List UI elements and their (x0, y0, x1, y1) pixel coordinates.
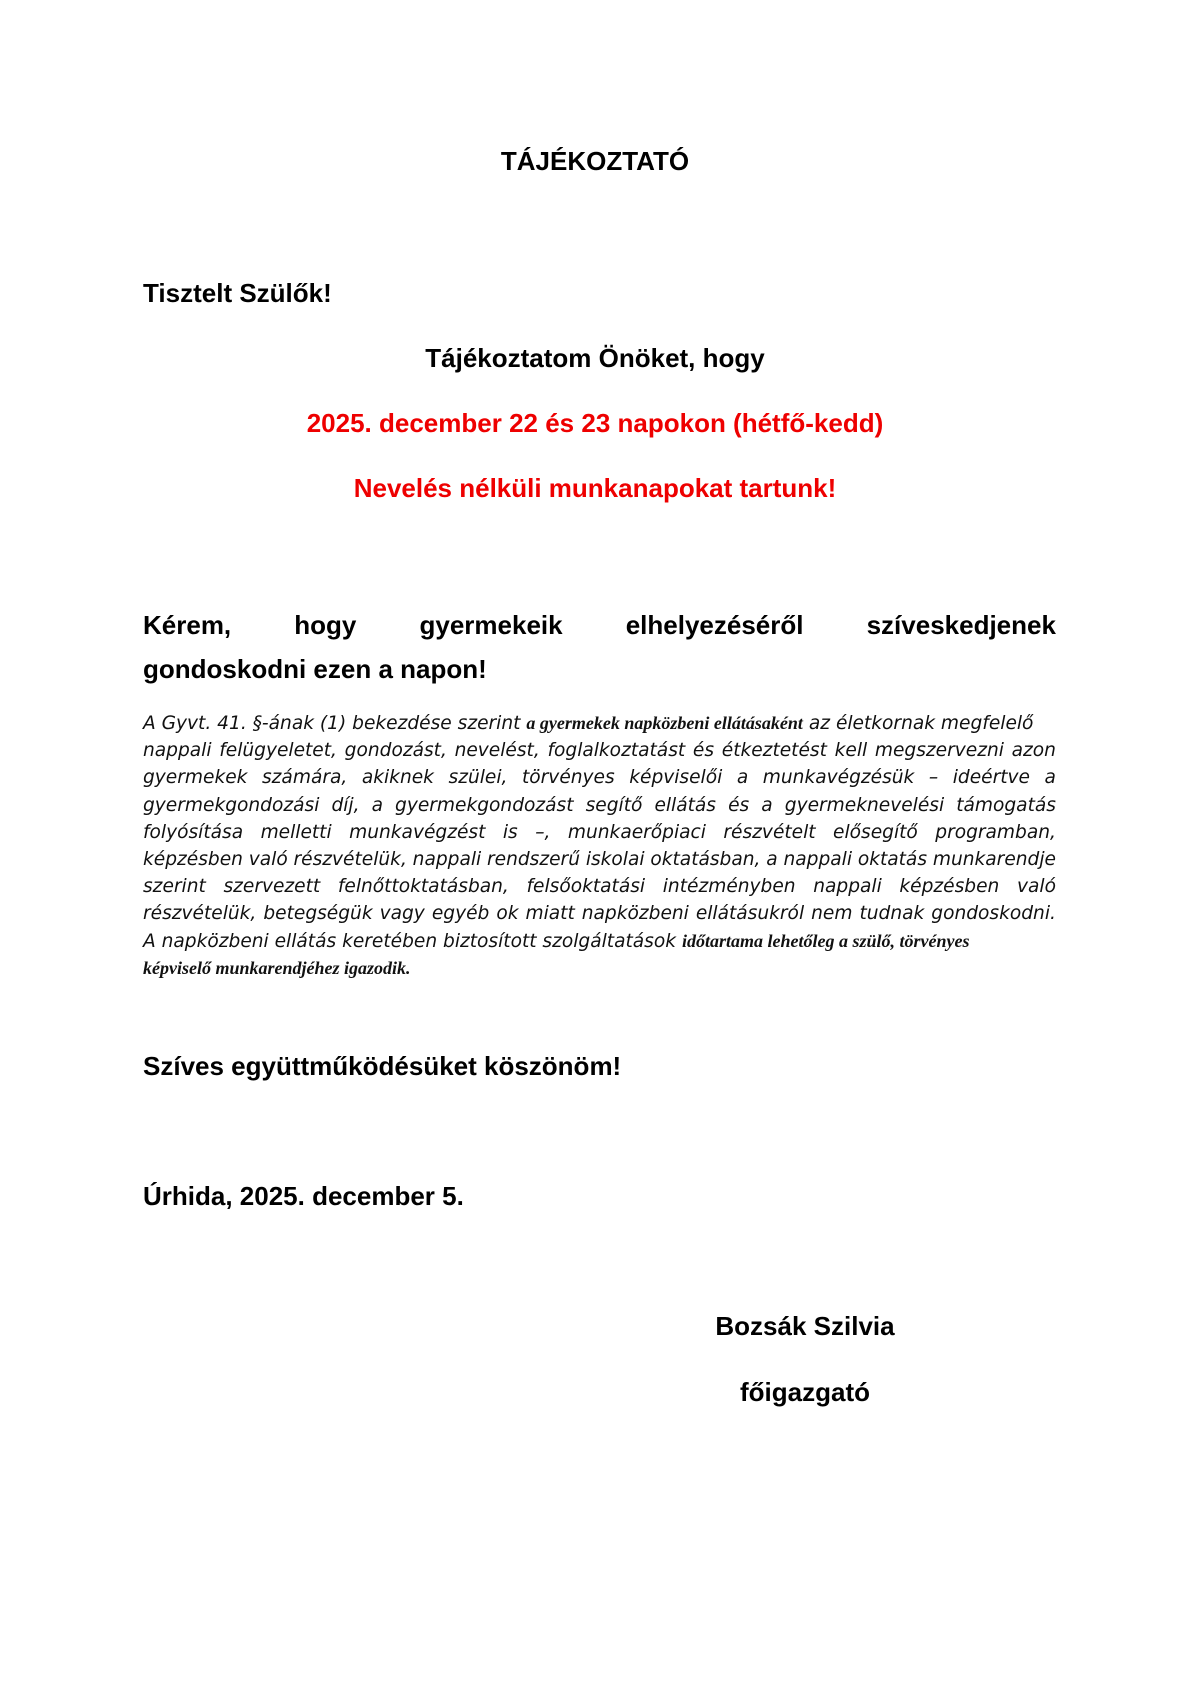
document-title: TÁJÉKOZTATÓ (500, 146, 690, 176)
legal-word: képzésben (899, 876, 1000, 898)
legal-word: munkaerőpiaci (567, 821, 706, 843)
request-line-2: gondoskodni ezen a napon! (143, 654, 487, 684)
legal-word: gyermekgondozást (395, 794, 574, 816)
legal-word: foglalkoztatást (547, 740, 686, 762)
legal-word: programban, (935, 821, 1056, 843)
legal-word: nevelést, (454, 740, 540, 762)
legal-word: elősegítő (833, 821, 918, 843)
legal-word: a (736, 767, 749, 789)
greeting: Tisztelt Szülők! (143, 278, 332, 308)
legal-word: gondozást, (344, 740, 447, 762)
legal-word: –, (535, 821, 551, 843)
legal-word: a (1044, 767, 1056, 789)
legal-text-emphasis: időtartama lehetőleg a szülő, törvényes (681, 930, 970, 951)
legal-word: tudnak (859, 903, 925, 925)
legal-word: iskolai (585, 849, 645, 871)
legal-word: nem (811, 903, 853, 925)
legal-word: folyósítása (143, 821, 244, 843)
legal-line (143, 792, 1056, 819)
legal-word: azon (1011, 740, 1056, 762)
legal-line (143, 737, 1056, 764)
legal-word: a (761, 794, 773, 816)
legal-text-emphasis: a gyermekek napközbeni ellátásaként (526, 713, 803, 733)
request-word: szíveskedjenek (866, 610, 1056, 640)
legal-word: megszervezni (874, 740, 1004, 762)
legal-word: részvételt (723, 821, 816, 843)
request-word: elhelyezéséről (625, 610, 804, 640)
legal-word: ideértve (952, 767, 1030, 789)
legal-word: segítő (585, 794, 643, 816)
legal-word: is (502, 821, 518, 843)
legal-word: ok (496, 903, 519, 925)
legal-word: munkavégzést (349, 821, 486, 843)
legal-text-italic: A napközbeni ellátás keretében biztosított szolgáltatások (143, 930, 676, 952)
legal-line (143, 764, 1056, 791)
legal-word: gyermeknevelési (784, 794, 945, 816)
legal-word: gyermekgondozási (143, 794, 320, 816)
legal-word: – (928, 767, 939, 789)
legal-word: gondoskodni. (931, 903, 1056, 925)
intro-line: Tájékoztatom Önöket, hogy (425, 343, 765, 373)
legal-word: törvényes (522, 767, 615, 789)
legal-word: akiknek (361, 767, 434, 789)
legal-word: támogatás (956, 794, 1056, 816)
legal-word: kell (834, 740, 868, 762)
legal-line (143, 873, 1056, 900)
legal-word: munkarendje (932, 849, 1056, 871)
legal-word: ellátás (654, 794, 716, 816)
legal-line (143, 710, 1056, 737)
legal-text-italic: A Gyvt. 41. §-ának (1) bekezdése szerint (143, 713, 521, 734)
legal-word: szerint (143, 876, 206, 898)
legal-word: felnőttoktatásban, (337, 876, 509, 898)
legal-word: nappali (143, 740, 212, 762)
request-word: hogy (294, 610, 357, 640)
signature-title: főigazgató (740, 1377, 870, 1407)
legal-word: vagy (379, 903, 425, 925)
legal-text-emphasis: képviselő munkarendjéhez igazodik. (143, 957, 411, 978)
legal-word: és (692, 740, 715, 762)
closure-dates: 2025. december 22 és 23 napokon (hétfő-kedd) (306, 408, 884, 438)
legal-word: a (371, 794, 383, 816)
request-word: Kérem, (143, 610, 232, 640)
legal-word: számára, (261, 767, 348, 789)
legal-word: képviselői (629, 767, 723, 789)
legal-word: díj, (331, 794, 360, 816)
thanks-line: Szíves együttműködésüket köszönöm! (143, 1051, 622, 1081)
legal-line (143, 955, 1056, 982)
legal-word: étkeztetést (721, 740, 827, 762)
legal-word: szervezett (223, 876, 321, 898)
legal-word: felügyeletet, (219, 740, 337, 762)
legal-word: nappali (412, 849, 482, 871)
legal-word: szülei, (448, 767, 508, 789)
legal-word: miatt (525, 903, 575, 925)
legal-word: oktatás (857, 849, 928, 871)
legal-word: való (1017, 876, 1056, 898)
legal-text-italic: az életkornak megfelelő (808, 713, 1034, 734)
legal-word: egyéb (431, 903, 490, 925)
legal-word: nappali (783, 849, 852, 871)
legal-word: oktatásban, (650, 849, 761, 871)
legal-word: melletti (260, 821, 332, 843)
legal-word: betegségük (263, 903, 373, 925)
closure-notice: Nevelés nélküli munkanapokat tartunk! (353, 473, 837, 503)
legal-word: felsőoktatási (526, 876, 646, 898)
legal-word: részvételük, (143, 903, 257, 925)
legal-word: napközbeni (581, 903, 689, 925)
legal-line (143, 900, 1056, 927)
legal-paragraph (143, 710, 1056, 982)
legal-line (143, 819, 1056, 846)
legal-line (143, 846, 1056, 873)
request-word: gyermekeik (419, 610, 563, 640)
signature-name: Bozsák Szilvia (715, 1311, 895, 1341)
legal-word: képzésben (143, 849, 243, 871)
legal-word: a (766, 849, 778, 871)
legal-word: gyermekek (143, 767, 248, 789)
legal-word: ellátásukról (695, 903, 805, 925)
legal-line (143, 928, 1056, 955)
legal-word: és (728, 794, 750, 816)
legal-word: nappali (813, 876, 882, 898)
request-paragraph (143, 603, 1056, 691)
legal-word: rendszerű (487, 849, 580, 871)
request-line-1 (143, 603, 1056, 647)
legal-word: részvételük, (293, 849, 407, 871)
legal-word: való (248, 849, 288, 871)
legal-word: intézményben (662, 876, 796, 898)
legal-word: munkavégzésük (762, 767, 915, 789)
place-and-date: Úrhida, 2025. december 5. (143, 1181, 464, 1211)
